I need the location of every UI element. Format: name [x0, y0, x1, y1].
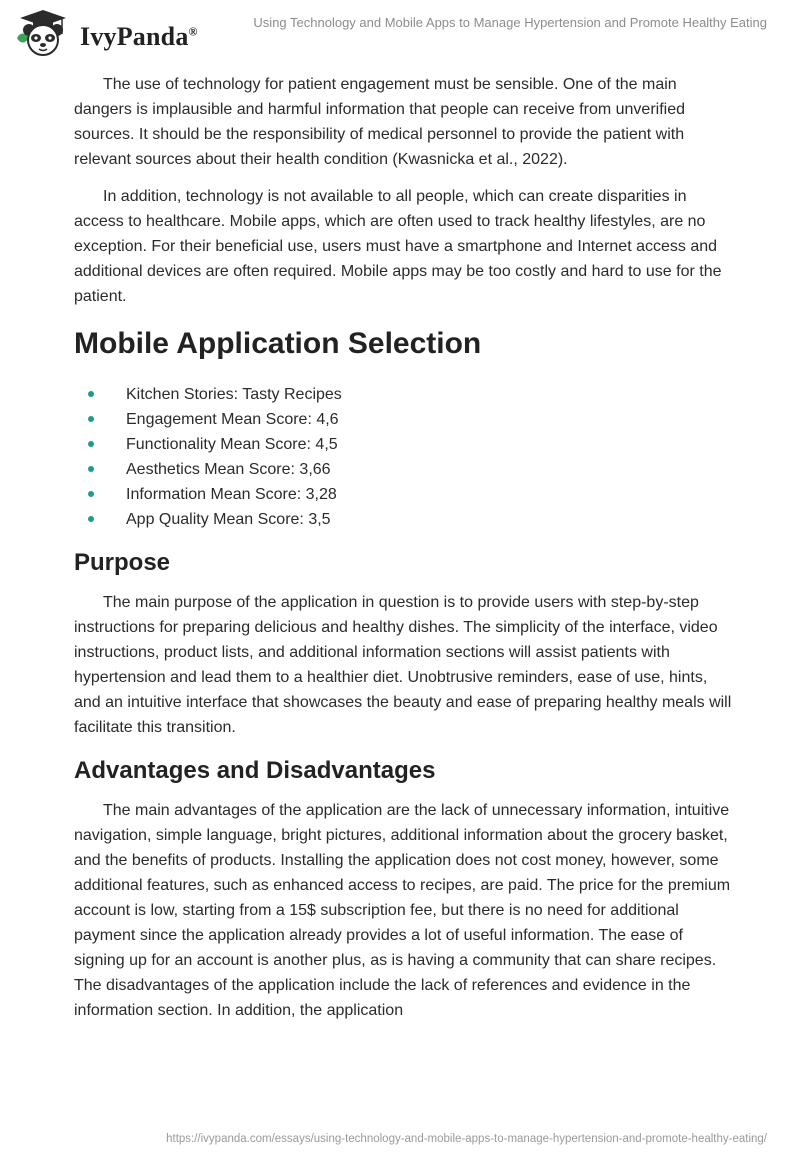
- ivypanda-logo[interactable]: [14, 8, 204, 58]
- panda-graduate-icon: [14, 8, 72, 58]
- section-heading-purpose: Purpose: [74, 549, 171, 576]
- bullet-icon: [88, 391, 94, 397]
- section-heading-selection: Mobile Application Selection: [74, 327, 482, 360]
- list-item-text: Engagement Mean Score: 4,6: [126, 411, 339, 428]
- list-item: [74, 407, 734, 432]
- list-item: [74, 432, 734, 457]
- document-title: Using Technology and Mobile Apps to Manage Hypertension and Promote Healthy Eating: [253, 15, 767, 30]
- section-heading-advantages: Advantages and Disadvantages: [74, 757, 436, 784]
- bullet-icon: [88, 416, 94, 422]
- list-item-text: Aesthetics Mean Score: 3,66: [126, 461, 331, 478]
- bullet-icon: [88, 466, 94, 472]
- page-header: [0, 0, 800, 64]
- list-item-text: Functionality Mean Score: 4,5: [126, 436, 338, 453]
- bullet-icon: [88, 516, 94, 522]
- list-item-text: App Quality Mean Score: 3,5: [126, 511, 331, 528]
- essay-content: [74, 72, 734, 1035]
- list-item: [74, 457, 734, 482]
- purpose-paragraph: The main purpose of the application in question is to provide users with step-by-step instructions for preparing delicious and healthy dishes. The simplicity of the interface, video instructions, product lists, and additional information sections will assist patients with hypertension and lead them to a healthier diet. Unobtrusive reminders, ease of use, hints, and an intuitive interface that showcases the beauty and ease of preparing healthy meals will facilitate this transition.: [74, 594, 732, 736]
- brand-text: IvyPanda: [80, 22, 189, 51]
- advantages-paragraph: The main advantages of the application are the lack of unnecessary information, intuitive navigation, simple language, bright pictures, additional information about the grocery basket, and the benefits of products. Installing the application does not cost money, however, some additional features, such as enhanced access to recipes, are paid. The price for the premium account is low, starting from a 15$ subscription fee, but there is no need for additional payment since the application already provides a lot of useful information. The ease of signing up for an account is another plus, as is having a community that can share recipes. The disadvantages of the application include the lack of references and evidence in the information section. In addition, the application: [74, 802, 731, 1019]
- bullet-icon: [88, 491, 94, 497]
- app-selection-list: [74, 382, 734, 532]
- brand-name: [80, 22, 198, 52]
- intro-paragraph-2: In addition, technology is not available to all people, which can create disparities in access to healthcare. Mobile apps, which are often used to track healthy lifestyles, are no exception. For their beneficial use, users must have a smartphone and Internet access and additional devices are often required. Mobile apps may be too costly and hard to use for the patient.: [74, 188, 722, 305]
- bullet-icon: [88, 441, 94, 447]
- list-item-text: Kitchen Stories: Tasty Recipes: [126, 386, 342, 403]
- list-item-text: Information Mean Score: 3,28: [126, 486, 337, 503]
- registered-mark: ®: [188, 24, 198, 39]
- intro-paragraph-1: The use of technology for patient engagement must be sensible. One of the main dangers is implausible and harmful information that people can receive from unverified sources. It should be the responsibility of medical personnel to provide the patient with relevant sources about their health condition (Kwasnicka et al., 2022).: [74, 76, 685, 168]
- list-item: [74, 507, 734, 532]
- list-item: [74, 482, 734, 507]
- list-item: [74, 382, 734, 407]
- source-url[interactable]: https://ivypanda.com/essays/using-technology-and-mobile-apps-to-manage-hypertension-and-promote-healthy-eating/: [166, 1133, 767, 1145]
